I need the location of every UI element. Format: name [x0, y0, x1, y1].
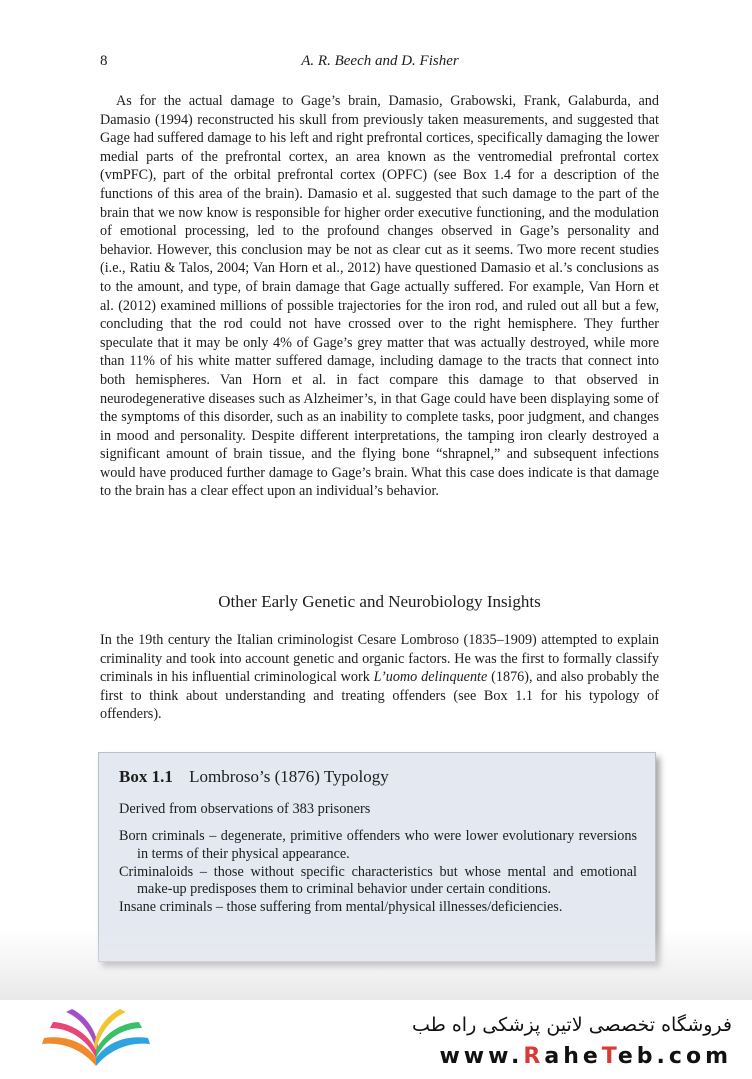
page-number: 8	[100, 53, 108, 69]
box-item-criminaloids: Criminaloids – those without specific characteristics but whose mental and emotional make-up predisposes them to criminal behavior under certain conditions.	[119, 863, 637, 898]
store-url	[439, 1044, 732, 1069]
url-accent: T	[601, 1044, 618, 1069]
box-label: Box 1.1	[119, 767, 173, 786]
box-title-text: Lombroso’s (1876) Typology	[189, 767, 389, 786]
book-title: L’uomo delinquente	[373, 669, 488, 686]
paragraph-text-after: (1876), and also probably the first to think about understanding and treating offenders (see Box 1.1 for his typology of offenders).	[100, 669, 659, 723]
url-part: www.	[439, 1044, 524, 1069]
box-item-insane-criminals: Insane criminals – those suffering from mental/physical illnesses/deficiencies.	[119, 899, 563, 916]
url-accent: R	[523, 1044, 545, 1069]
body-paragraph-lombroso	[100, 631, 659, 724]
watermark-footer	[0, 1000, 752, 1079]
box-item-born-criminals: Born criminals – degenerate, primitive offenders who were lower evolutionary reversions in terms of their physical appearance.	[119, 828, 637, 862]
running-head	[100, 53, 660, 73]
paragraph-text-before: In the 19th century the Italian criminologist Cesare Lombroso (1835–1909) attempted to explain criminality and took into account genetic and organic factors. He was the first to formally classify criminals in his influential criminological work	[100, 632, 659, 686]
section-heading: Other Early Genetic and Neurobiology Insights	[218, 592, 541, 611]
box-title	[119, 767, 637, 789]
body-paragraph-gage-damage: As for the actual damage to Gage’s brain, Damasio, Grabowski, Frank, Galaburda, and Damasio (1994) reconstructed his skull from previously taken measurements, and suggested that Gage had suffered damage to his left and right prefrontal cortices, specifically damaging the lower medial parts of the prefrontal cortex, an area known as the ventromedial prefrontal cortex (vmPFC), part of the orbital prefrontal cortex (OPFC) (see Box 1.4 for a description of the functions of this area of the brain). Damasio et al. suggested that such damage to the part of the brain that we now know is responsible for higher order executive functioning, and the modulation of emotional processing, led to the profound changes observed in Gage’s personality and behavior. However, this conclusion may be not as clear cut as it seems. Two more recent studies (i.e., Ratiu & Talos, 2004; Van Horn et al., 2012) have questioned Damasio et al.’s conclusions as to the amount, and type, of brain damage that Gage actually suffered. For example, Van Horn et al. (2012) examined millions of possible trajectories for the iron rod, and ruled out all but a few, concluding that the rod could not have crossed over to the right hemisphere. They further speculate that it may be only 4% of Gage’s grey matter that was actually destroyed, while more than 11% of his white matter suffered damage, including damage to the tracts that connect into both hemispheres. Van Horn et al. in fact compare this damage to that observed in neurodegenerative diseases such as Alzheimer’s, in that Gage could have been displaying some of the symptoms of this disorder, such as an inability to complete tasks, poor judgment, and changes in mood and personality. Despite different interpretations, the tamping iron clearly destroyed a significant amount of brain tissue, and the flying bone “shrapnel,” and subsequent infections would have produced further damage to Gage’s brain. What this case does indicate is that damage to the brain has a clear effect upon an individual’s behavior.	[100, 93, 659, 500]
author-line: A. R. Beech and D. Fisher	[301, 53, 459, 69]
page-bottom-shadow	[0, 930, 752, 1000]
store-name: فروشگاه تخصصی لاتین پزشکی راه طب	[412, 1014, 732, 1036]
url-part: eb.com	[617, 1044, 732, 1069]
box-subtitle: Derived from observations of 383 prisoners	[119, 801, 371, 817]
url-part: ahe	[544, 1044, 602, 1069]
book-logo-icon	[36, 1008, 156, 1070]
